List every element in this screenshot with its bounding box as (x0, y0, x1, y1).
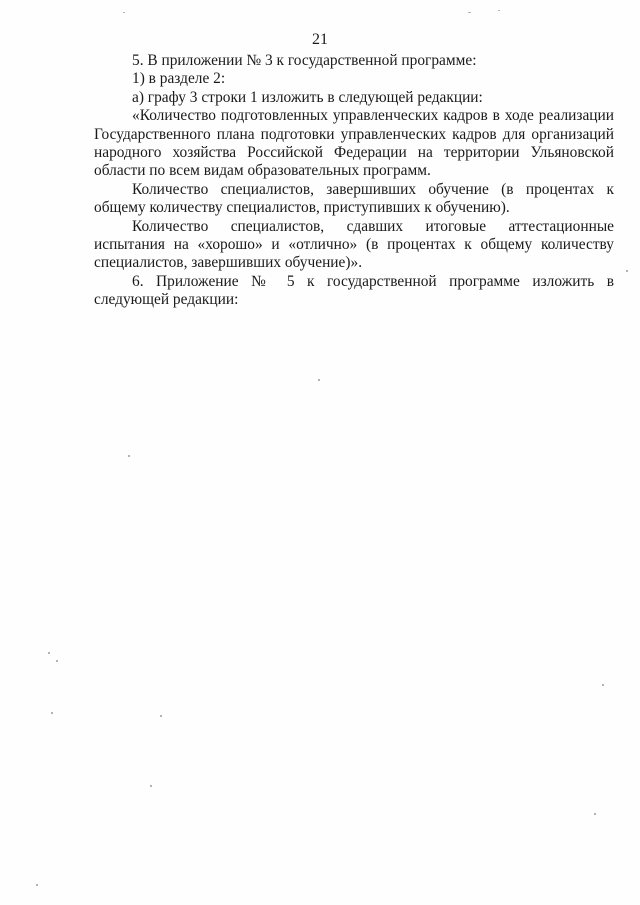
paragraph-subsection-1: 1) в разделе 2: (132, 70, 226, 88)
paragraph-item-6: 6. Приложение № 5 к государственной программе изложить в следующей редакции: (94, 272, 614, 309)
scan-speck (594, 813, 596, 815)
scan-speck (468, 12, 471, 13)
paragraph-item-5: 5. В приложении № 3 к государственной программе: (132, 52, 477, 69)
scan-speck (51, 712, 53, 714)
paragraph-passed-exams: Количество специалистов, сдавших итоговые аттестационные испытания на «хорошо» и «отлично» (в процентах к общему количеству специалистов, завершивших обучение)». (94, 217, 614, 272)
scan-speck (318, 379, 320, 381)
scan-speck (602, 684, 604, 686)
page-number: 21 (312, 31, 328, 48)
paragraph-quote-trained-managers: «Количество подготовленных управленческих кадров в ходе реализации Государственного плана подготовки управленческих кадров для организаций народного хозяйства Российской Федерации на территории Ульяновской области по всем видам образовательных программ. (94, 107, 614, 180)
scan-speck (128, 455, 130, 457)
scan-speck (498, 10, 500, 11)
scan-speck (56, 660, 58, 662)
paragraph-completed-training: Количество специалистов, завершивших обучение (в процентах к общему количеству специалистов, приступивших к обучению). (94, 180, 614, 217)
scan-speck (626, 270, 628, 272)
scan-speck (160, 715, 162, 717)
scan-speck (123, 12, 125, 13)
scan-speck (36, 884, 38, 886)
scan-speck (150, 785, 152, 787)
paragraph-subitem-a: а) графу 3 строки 1 изложить в следующей редакции: (132, 88, 483, 106)
document-body (94, 52, 614, 310)
scan-speck (48, 652, 50, 654)
